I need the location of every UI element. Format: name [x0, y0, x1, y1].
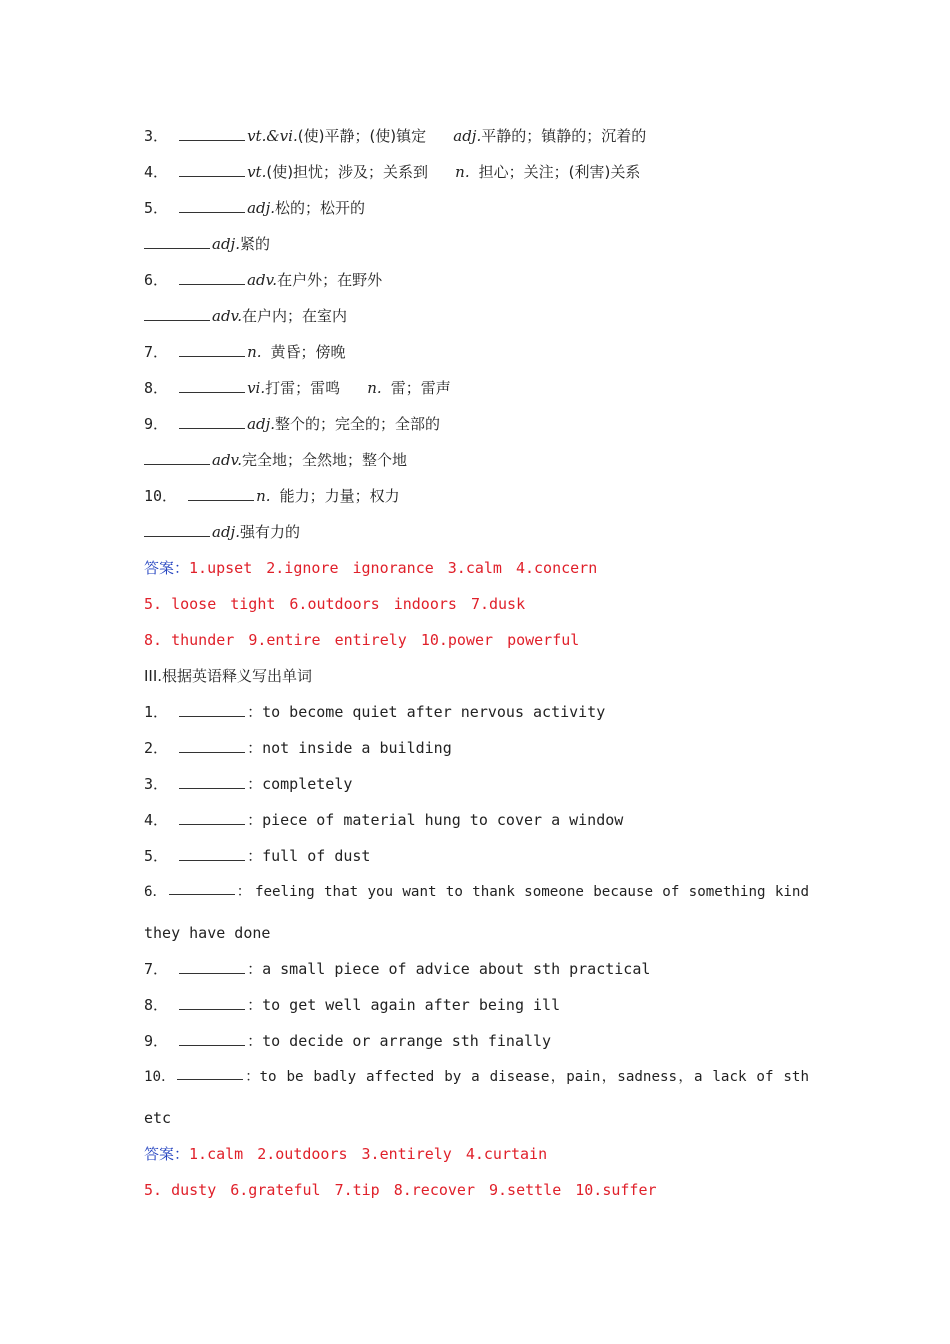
answer-line	[144, 628, 809, 664]
answer-block-1	[144, 556, 809, 664]
answer-blank[interactable]	[179, 995, 245, 1010]
answer-blank[interactable]	[179, 414, 245, 429]
answer-text: 10.power	[420, 631, 494, 649]
item-number: 10．	[144, 487, 178, 505]
answer-text: powerful	[507, 631, 580, 649]
answer-blank[interactable]	[179, 959, 245, 974]
vocab-item	[144, 268, 809, 304]
item-number: 9．	[144, 1032, 169, 1050]
answer-text: 4.curtain	[465, 1145, 548, 1163]
part-of-speech: vi.	[247, 379, 266, 397]
item-number: 7．	[144, 343, 169, 361]
answer-text: 9.entire	[248, 631, 321, 649]
answer-text: 3.calm	[447, 559, 502, 577]
definition: 雷；雷声	[390, 379, 451, 397]
item-number: 8．	[144, 379, 169, 397]
english-definition: to be badly affected by a disease，pain，sadness，a lack of sth	[259, 1069, 809, 1085]
answer-text: 4.concern	[515, 559, 598, 577]
item-number: 10．	[144, 1069, 176, 1085]
answer-text: 8. thunder	[144, 631, 235, 649]
answer-blank[interactable]	[179, 774, 245, 789]
item-number: 5．	[144, 847, 169, 865]
definition-item: 1． ：to become quiet after nervous activity	[144, 703, 606, 721]
vocab-item	[144, 196, 809, 232]
definition: 打雷；雷鸣	[265, 379, 341, 397]
vocab-item	[144, 160, 809, 196]
answer-line	[144, 592, 809, 628]
answer-text: 9.settle	[489, 1181, 562, 1199]
answer-text: 6.grateful	[230, 1181, 321, 1199]
answer-text: 5. dusty	[144, 1181, 217, 1199]
vocab-item	[144, 520, 809, 556]
item-number: 6．	[144, 884, 167, 900]
part-of-speech: adv.	[212, 307, 243, 325]
part-of-speech: adj.	[247, 199, 276, 217]
part-of-speech: adj.	[453, 127, 482, 145]
definition-item: 2． ：not inside a building	[144, 739, 452, 757]
definition-item: 6． ： feeling that you want to thank someone because of something kind	[144, 880, 809, 921]
english-definition: completely	[262, 775, 353, 793]
answer-text: 7.tip	[334, 1181, 380, 1199]
vocab-item	[144, 484, 809, 520]
part-of-speech: adj.	[212, 235, 240, 253]
english-definition: not inside a building	[262, 739, 452, 757]
item-number: 4．	[144, 811, 169, 829]
answer-blank[interactable]	[144, 306, 210, 321]
answer-line	[144, 556, 809, 592]
definition: 在户内；在室内	[242, 307, 348, 325]
item-number: 2．	[144, 739, 169, 757]
definition-continuation: etc	[144, 1109, 172, 1127]
answer-blank[interactable]	[179, 702, 245, 717]
answer-blank[interactable]	[177, 1065, 243, 1080]
vocab-list	[144, 124, 809, 556]
definition-list	[144, 700, 809, 1142]
vocab-item	[144, 340, 809, 376]
vocab-item	[144, 448, 809, 484]
definition-continuation: they have done	[144, 924, 271, 942]
answer-block-2	[144, 1142, 809, 1214]
answer-text: 3.entirely	[361, 1145, 452, 1163]
vocab-item	[144, 304, 809, 340]
part-of-speech: adj.	[212, 523, 240, 541]
part-of-speech: n.	[247, 343, 262, 361]
document-page	[144, 124, 809, 1214]
definition-item: 7． ：a small piece of advice about sth practical	[144, 960, 651, 978]
english-definition: to decide or arrange sth finally	[262, 1032, 552, 1050]
definition: 松的；松开的	[275, 199, 366, 217]
item-number: 9．	[144, 415, 169, 433]
english-definition: full of dust	[262, 847, 371, 865]
english-definition: feeling that you want to thank someone because of something kind	[254, 884, 809, 900]
definition: 在户外；在野外	[277, 271, 383, 289]
answer-blank[interactable]	[144, 450, 210, 465]
item-number: 8．	[144, 996, 169, 1014]
answer-text: entirely	[334, 631, 407, 649]
answer-blank[interactable]	[179, 126, 245, 141]
answer-blank[interactable]	[179, 846, 245, 861]
item-number: 4．	[144, 163, 169, 181]
answer-label: 答案：	[144, 1145, 190, 1163]
definition-item: 4． ：piece of material hung to cover a window	[144, 811, 624, 829]
answer-line	[144, 1178, 809, 1214]
definition: 能力；力量；权力	[279, 487, 400, 505]
part-of-speech: vt.	[247, 163, 267, 181]
definition-item: 5． ：full of dust	[144, 847, 371, 865]
definition-item: 9． ：to decide or arrange sth finally	[144, 1032, 552, 1050]
vocab-item	[144, 412, 809, 448]
answer-blank[interactable]	[179, 1031, 245, 1046]
vocab-item	[144, 124, 809, 160]
english-definition: to become quiet after nervous activity	[262, 703, 606, 721]
definition: 黄昏；傍晚	[270, 343, 346, 361]
part-of-speech: n.	[455, 163, 470, 181]
answer-blank[interactable]	[179, 378, 245, 393]
answer-text: 7.dusk	[470, 595, 526, 613]
vocab-item	[144, 376, 809, 412]
part-of-speech: n.	[256, 487, 271, 505]
answer-blank[interactable]	[188, 486, 254, 501]
part-of-speech: vt.&vi.	[247, 127, 298, 145]
definition: (使)担忧；涉及；关系到	[266, 163, 429, 181]
part-of-speech: n.	[367, 379, 382, 397]
answer-blank[interactable]	[169, 880, 235, 895]
section-heading: III.根据英语释义写出单词	[144, 667, 313, 685]
answer-text: 1.upset	[189, 559, 253, 577]
item-number: 1．	[144, 703, 169, 721]
item-number: 3．	[144, 127, 169, 145]
answer-line	[144, 1142, 809, 1178]
answer-text: ignorance	[352, 559, 434, 577]
answer-text: 6.outdoors	[289, 595, 380, 613]
answer-blank[interactable]	[179, 342, 245, 357]
definition-item: 8． ：to get well again after being ill	[144, 996, 561, 1014]
item-number: 6．	[144, 271, 169, 289]
answer-blank[interactable]	[179, 198, 245, 213]
definition: 整个的；完全的；全部的	[275, 415, 441, 433]
answer-text: indoors	[393, 595, 457, 613]
answer-text: 2.ignore	[266, 559, 339, 577]
part-of-speech: adv.	[247, 271, 278, 289]
answer-blank[interactable]	[179, 810, 245, 825]
definition-item: 10． ： to be badly affected by a disease，pain，sadness，a lack of sth	[144, 1065, 809, 1106]
english-definition: piece of material hung to cover a window	[262, 811, 624, 829]
part-of-speech: adv.	[212, 451, 243, 469]
answer-text: tight	[230, 595, 276, 613]
item-number: 3．	[144, 775, 169, 793]
definition: 完全地；全然地；整个地	[242, 451, 408, 469]
answer-blank[interactable]	[144, 522, 210, 537]
vocab-item	[144, 232, 809, 268]
answer-text: 2.outdoors	[257, 1145, 348, 1163]
answer-blank[interactable]	[144, 234, 210, 249]
answer-text: 1.calm	[189, 1145, 244, 1163]
definition: 平静的；镇静的；沉着的	[481, 127, 647, 145]
answer-text: 10.suffer	[575, 1181, 657, 1199]
definition: 担心；关注；(利害)关系	[478, 163, 641, 181]
definition: 强有力的	[239, 523, 300, 541]
answer-blank[interactable]	[179, 270, 245, 285]
part-of-speech: adj.	[247, 415, 276, 433]
answer-text: 5. loose	[144, 595, 217, 613]
item-number: 5．	[144, 199, 169, 217]
definition: 紧的	[239, 235, 270, 253]
definition: (使)平静；(使)镇定	[297, 127, 427, 145]
definition-item: 3． ：completely	[144, 775, 353, 793]
english-definition: a small piece of advice about sth practical	[262, 960, 651, 978]
answer-text: 8.recover	[393, 1181, 475, 1199]
english-definition: to get well again after being ill	[262, 996, 561, 1014]
answer-blank[interactable]	[179, 738, 245, 753]
item-number: 7．	[144, 960, 169, 978]
answer-blank[interactable]	[179, 162, 245, 177]
answer-label: 答案：	[144, 559, 190, 577]
